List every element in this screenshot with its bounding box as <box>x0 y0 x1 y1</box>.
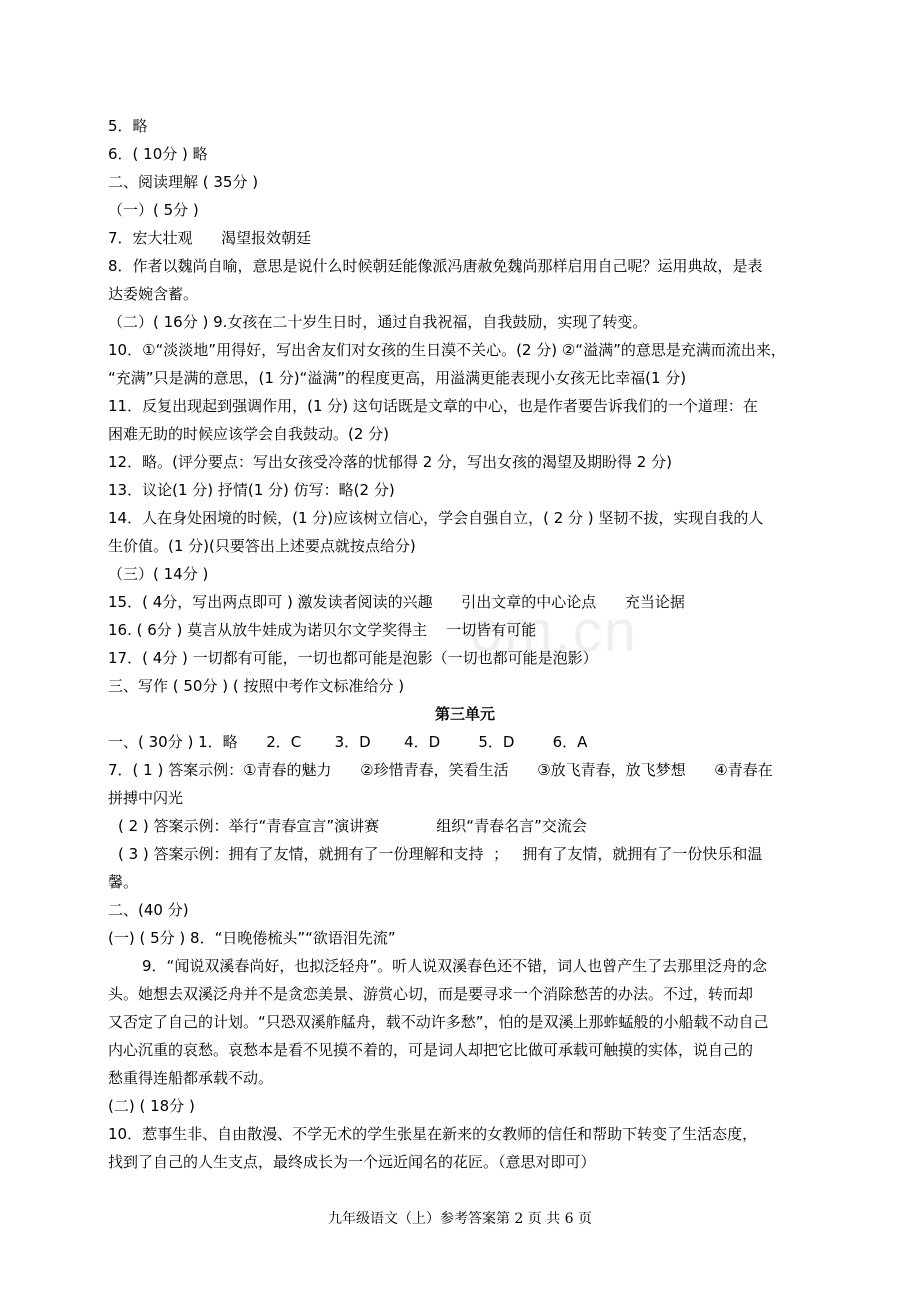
text-line: 7．宏大壮观 渴望报效朝廷 <box>108 229 312 247</box>
answer-9-first-line <box>108 952 822 980</box>
text-line: 内心沉重的哀愁。哀愁本是看不见摸不着的，可是词人却把它比做可承载可触摸的实体，说自己的 <box>108 1041 754 1059</box>
text-line: （三）( 14分 ) <box>108 565 209 583</box>
text-line: 找到了自己的人生支点，最终成长为一个远近闻名的花匠。（意思对即可） <box>108 1153 596 1171</box>
answers-section-3 <box>108 812 822 868</box>
text-line: （二）( 16分 ) 9.女孩在二十岁生日时，通过自我祝福，自我鼓励，实现了转变。 <box>108 313 648 331</box>
text-line: 二、(40 分) <box>108 901 189 919</box>
text-line: 10．惹事生非、自由散漫、不学无术的学生张星在新来的女教师的信任和帮助下转变了生活态度， <box>108 1125 758 1143</box>
text-line: 三、写作 ( 50分 ) ( 按照中考作文标准给分 ) <box>108 677 405 695</box>
answers-section-6 <box>108 980 822 1176</box>
text-line: 14．人在身处困境的时候，(1 分)应该树立信心，学会自强自立，( 2 分 ) 坚韧不拔，实现自我的人 <box>108 509 764 527</box>
watermark: om.cn <box>470 599 638 664</box>
text-line: 头。她想去双溪泛舟并不是贪恋美景、游赏心切，而是要寻求一个消除愁苦的办法。不过，转而却 <box>108 985 754 1003</box>
text-line: 生价值。(1 分)(只要答出上述要点就按点给分) <box>108 537 416 555</box>
text-line: 11．反复出现起到强调作用，(1 分) 这句话既是文章的中心，也是作者要告诉我们的一个道理：在 <box>108 397 758 415</box>
answers-section-2 <box>108 728 822 812</box>
text-line: 15．( 4分，写出两点即可 ) 激发读者阅读的兴趣 引出文章的中心论点 充当论据 <box>108 593 685 611</box>
page-footer: 九年级语文（上）参考答案第 2 页 共 6 页 <box>327 1211 593 1227</box>
answers-section-1 <box>108 112 822 700</box>
document-body <box>108 112 822 1176</box>
text-line: “充满”只是满的意思，(1 分)“溢满”的程度更高，用溢满更能表现小女孩无比幸福(1 分) <box>108 369 687 387</box>
text-line: 10．①“淡淡地”用得好，写出舍友们对女孩的生日漠不关心。(2 分) ②“溢满”的意思是充满而流出来， <box>108 341 786 359</box>
text-line: 6．( 10分 ) 略 <box>108 145 208 163</box>
text-line: ( 3 ) 答案示例：拥有了友情，就拥有了一份理解和支持 ； 拥有了友情，就拥有了一份快乐和温 <box>118 845 763 863</box>
text-line: 又否定了自己的计划。“只恐双溪舴艋舟，载不动许多愁”，怕的是双溪上那蚱蜢般的小船载不动自己 <box>108 1013 769 1031</box>
text-line: 拼搏中闪光 <box>108 789 184 807</box>
unit-title: 第三单元 <box>434 705 495 723</box>
text-line: (一) ( 5分 ) 8．“日晚倦梳头”“欲语泪先流” <box>108 929 396 947</box>
text-line: 5．略 <box>108 117 148 135</box>
text-line: 二、阅读理解 ( 35分 ) <box>108 173 259 191</box>
text-line: 16. ( 6分 ) 莫言从放牛娃成为诺贝尔文学奖得主 一切皆有可能 <box>108 621 537 639</box>
text-line: (二) ( 18分 ) <box>108 1097 195 1115</box>
text-line: 7．( 1 ) 答案示例：①青春的魅力 ②珍惜青春，笑看生活 ③放飞青春，放飞梦想 ④青春在 <box>108 761 773 779</box>
text-line: 愁重得连船都承载不动。 <box>108 1069 274 1087</box>
text-line: 8．作者以魏尚自喻，意思是说什么时候朝廷能像派冯唐赦免魏尚那样启用自己呢？运用典故，是表 <box>108 257 763 275</box>
text-line: 13．议论(1 分) 抒情(1 分) 仿写：略(2 分) <box>108 481 395 499</box>
answers-section-4 <box>108 868 822 952</box>
text-line: 达委婉含蓄。 <box>108 285 199 303</box>
text-line: 困难无助的时候应该学会自我鼓动。(2 分) <box>108 425 390 443</box>
text-line: 9．“闻说双溪春尚好，也拟泛轻舟”。听人说双溪春色还不错，词人也曾产生了去那里泛舟的念 <box>142 957 768 975</box>
text-line: 一、( 30分 ) 1．略 2．C 3．D 4．D 5．D 6．A <box>108 733 588 751</box>
text-line: 12．略。(评分要点：写出女孩受冷落的忧郁得 2 分，写出女孩的渴望及期盼得 2 分) <box>108 453 672 471</box>
text-line: 17．( 4分 ) 一切都有可能，一切也都可能是泡影（一切也都可能是泡影） <box>108 649 598 667</box>
text-line: 馨。 <box>108 873 139 891</box>
text-line: ( 2 ) 答案示例：举行“青春宣言”演讲赛 组织“青春名言”交流会 <box>118 817 587 835</box>
text-line: （一）( 5分 ) <box>108 201 199 219</box>
